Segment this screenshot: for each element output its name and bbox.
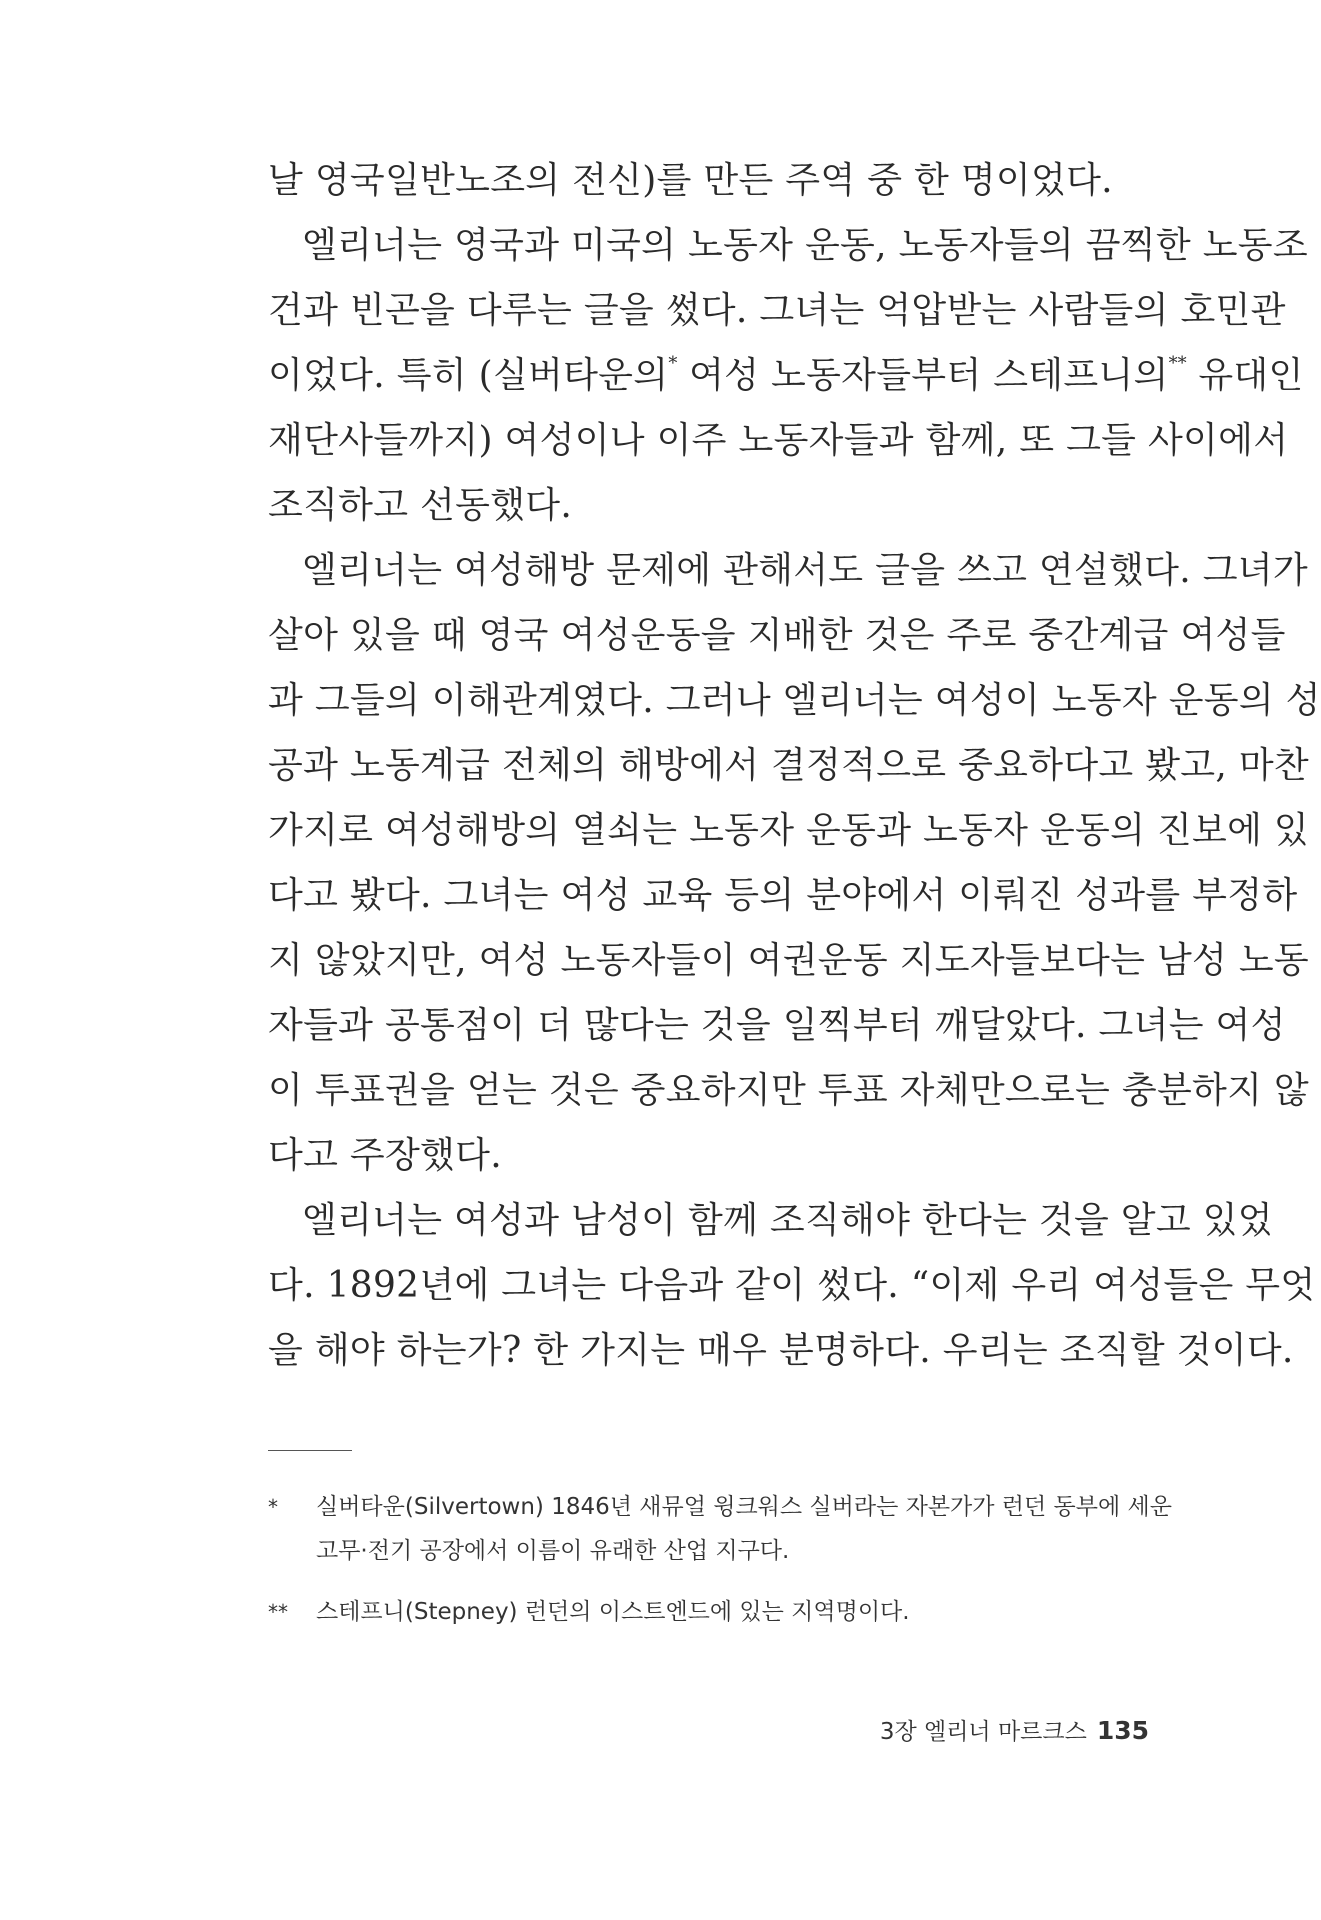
footnote-line: 스테프니(Stepney) 런던의 이스트엔드에 있는 지역명이다. [316, 1599, 910, 1625]
footnote-silvertown [268, 1485, 1172, 1573]
text-line: 엘리너는 영국과 미국의 노동자 운동, 노동자들의 끔찍한 노동조 [302, 225, 1308, 266]
text-segment: 이었다. 특히 (실버타운의 [268, 355, 669, 396]
footnote-body [316, 1590, 1168, 1634]
text-line: 조직하고 선동했다. [268, 485, 573, 526]
text-line: 이 투표권을 얻는 것은 중요하지만 투표 자체만으로는 충분하지 않 [268, 1070, 1309, 1111]
text-segment: 유대인 [1198, 355, 1304, 396]
page-footer [880, 1713, 1149, 1746]
text-line: 재단사들까지) 여성이나 이주 노동자들과 함께, 또 그들 사이에서 [268, 420, 1289, 461]
text-line: 엘리너는 여성과 남성이 함께 조직해야 한다는 것을 알고 있었 [302, 1200, 1273, 1241]
text-line: 다. 1892년에 그녀는 다음과 같이 썼다. “이제 우리 여성들은 무엇 [268, 1265, 1316, 1306]
text-line: 다고 주장했다. [268, 1135, 502, 1176]
text-line: 날 영국일반노조의 전신)를 만든 주역 중 한 명이었다. [268, 160, 1113, 201]
text-line: 살아 있을 때 영국 여성운동을 지배한 것은 주로 중간계급 여성들 [268, 615, 1286, 656]
footnote-line: 고무·전기 공장에서 이름이 유래한 산업 지구다. [316, 1538, 790, 1564]
footnote-reference: * [668, 353, 678, 374]
text-line: 을 해야 하는가? 한 가지는 매우 분명하다. 우리는 조직할 것이다. [268, 1330, 1294, 1371]
text-line [268, 343, 1304, 408]
footnote-stepney [268, 1590, 1168, 1634]
text-line: 지 않았지만, 여성 노동자들이 여권운동 지도자들보다는 남성 노동 [268, 940, 1309, 981]
text-line: 공과 노동계급 전체의 해방에서 결정적으로 중요하다고 봤고, 마찬 [268, 745, 1309, 786]
page-number: 135 [1096, 1716, 1149, 1745]
text-segment: 여성 노동자들부터 스테프니의 [689, 355, 1169, 396]
text-line: 엘리너는 여성해방 문제에 관해서도 글을 쓰고 연설했다. 그녀가 [302, 550, 1308, 591]
footnote-reference: ** [1168, 353, 1187, 374]
text-line: 다고 봤다. 그녀는 여성 교육 등의 분야에서 이뤄진 성과를 부정하 [268, 875, 1298, 916]
text-line: 과 그들의 이해관계였다. 그러나 엘리너는 여성이 노동자 운동의 성 [268, 680, 1321, 721]
footnote-divider [268, 1450, 352, 1451]
footnote-marker: ** [268, 1600, 288, 1624]
footnote-line: 실버타운(Silvertown) 1846년 새뮤얼 윙크워스 실버라는 자본가가 런던 동부에 세운 [316, 1494, 1172, 1520]
footnote-marker: * [268, 1495, 278, 1519]
text-line: 건과 빈곤을 다루는 글을 썼다. 그녀는 억압받는 사람들의 호민관 [268, 290, 1286, 331]
chapter-title: 3장 엘리너 마르크스 [879, 1719, 1087, 1745]
text-line: 가지로 여성해방의 열쇠는 노동자 운동과 노동자 운동의 진보에 있 [268, 810, 1309, 851]
body-text [268, 148, 1321, 1383]
footnote-body [316, 1485, 1172, 1573]
text-line: 자들과 공통점이 더 많다는 것을 일찍부터 깨달았다. 그녀는 여성 [268, 1005, 1286, 1046]
